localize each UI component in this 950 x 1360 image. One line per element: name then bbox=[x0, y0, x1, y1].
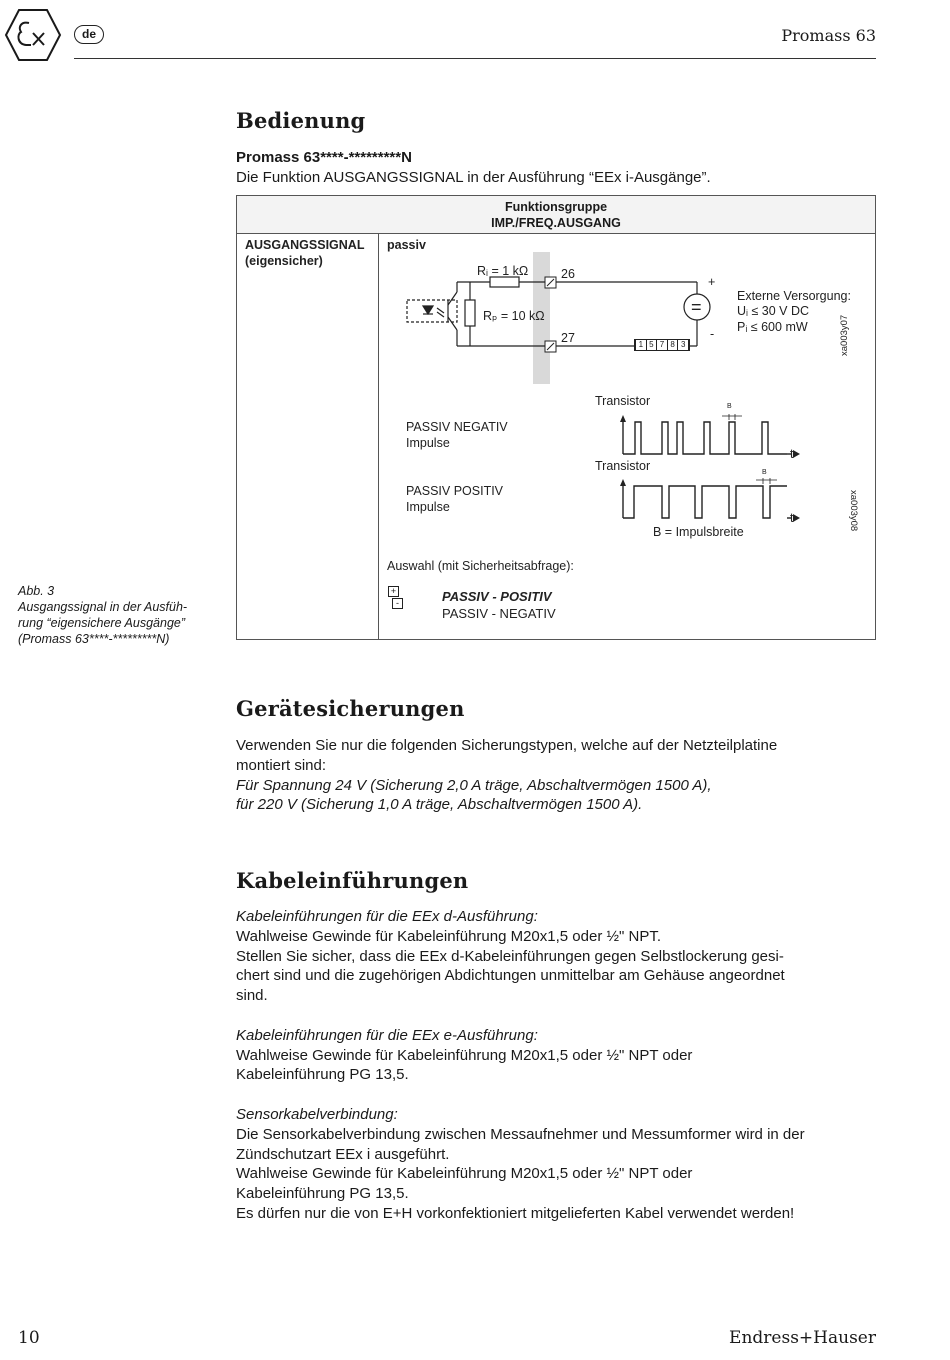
paragraph-line: Zündschutzart EEx i ausgeführt. bbox=[236, 1145, 450, 1163]
figure-caption bbox=[18, 583, 218, 647]
option-passiv-negativ: PASSIV - NEGATIV bbox=[442, 606, 556, 621]
b-width-marker bbox=[722, 414, 777, 484]
kabel-text bbox=[236, 907, 876, 1224]
pulse-diagram bbox=[237, 196, 875, 536]
paragraph-line: Wahlweise Gewinde für Kabeleinführung M20x1,5 oder ½" NPT oder bbox=[236, 1165, 693, 1183]
sicherungen-text bbox=[236, 736, 876, 815]
paragraph-line: für 220 V (Sicherung 1,0 A träge, Abschaltvermögen 1500 A). bbox=[236, 796, 643, 814]
caption-line: (Promass 63****-*********N) bbox=[18, 632, 170, 646]
b-marker-bottom: B bbox=[762, 469, 767, 476]
caption-line: Abb. 3 bbox=[18, 584, 55, 598]
mode-label: passiv bbox=[387, 238, 426, 252]
row-label-eigensicher: (eigensicher) bbox=[245, 254, 323, 268]
group-name: IMP./FREQ.AUSGANG bbox=[491, 216, 621, 230]
paragraph-line: Verwenden Sie nur die folgenden Sicherungstypen, welche auf der Netzteilplatine bbox=[236, 737, 778, 754]
connector-digit: 3 bbox=[678, 340, 688, 350]
minus-label: - bbox=[710, 327, 715, 341]
passiv-positiv-impulse: Impulse bbox=[406, 500, 450, 514]
paragraph-line: Die Sensorkabelverbindung zwischen Messaufnehmer und Messumformer wird in der bbox=[236, 1125, 805, 1143]
connector-digit: 7 bbox=[657, 340, 667, 350]
paragraph-line: Wahlweise Gewinde für Kabeleinführung M20x1,5 oder ½" NPT oder bbox=[236, 1046, 693, 1064]
model-code: Promass 63****-*********N bbox=[236, 149, 412, 166]
row-label-ausgangssignal: AUSGANGSSIGNAL bbox=[245, 238, 365, 252]
subheading: Kabeleinführungen für die EEx e-Ausführung: bbox=[236, 1026, 538, 1044]
paragraph-line: montiert sind: bbox=[236, 756, 327, 774]
paragraph-line: Kabeleinführung PG 13,5. bbox=[236, 1185, 409, 1203]
transistor-label-top: Transistor bbox=[595, 394, 651, 408]
connector-digit: 1 bbox=[636, 340, 646, 350]
paragraph-line: sind. bbox=[236, 987, 268, 1005]
option-passiv-positiv: PASSIV - POSITIV bbox=[442, 589, 552, 604]
document-title: Promass 63 bbox=[781, 26, 876, 45]
paragraph-line: Wahlweise Gewinde für Kabeleinführung M20x1,5 oder ½" NPT. bbox=[236, 927, 661, 945]
pi-spec: Pᵢ ≤ 600 mW bbox=[737, 320, 808, 334]
ex-logo-icon bbox=[4, 8, 62, 62]
passiv-negativ-impulse: Impulse bbox=[406, 436, 450, 450]
impulsbreite-legend: B = Impulsbreite bbox=[653, 525, 744, 539]
paragraph-line: Kabeleinführung PG 13,5. bbox=[236, 1066, 409, 1084]
rp-label: Rₚ = 10 kΩ bbox=[483, 309, 545, 323]
transistor-label-bottom: Transistor bbox=[595, 459, 651, 473]
paragraph-line: Stellen Sie sicher, dass die EEx d-Kabeleinführungen gegen Selbstlockerung gesi- bbox=[236, 947, 784, 965]
section-heading-bedienung: Bedienung bbox=[236, 108, 366, 133]
pulse-ref-code: xa003y08 bbox=[848, 490, 859, 532]
t-axis-label-top: t bbox=[790, 447, 794, 461]
t-axis-label-bottom: t bbox=[790, 511, 794, 525]
intro-text: Die Funktion AUSGANGSSIGNAL in der Ausführung “EEx i-Ausgänge”. bbox=[236, 169, 711, 186]
subheading: Kabeleinführungen für die EEx d-Ausführung: bbox=[236, 908, 538, 925]
b-marker-top: B bbox=[727, 403, 732, 410]
section-heading-kabel: Kabeleinführungen bbox=[236, 868, 469, 893]
plus-key-icon: + bbox=[388, 586, 399, 597]
ri-label: Rᵢ = 1 kΩ bbox=[477, 264, 529, 278]
connector-digit: 8 bbox=[668, 340, 678, 350]
terminal-27-label: 27 bbox=[561, 331, 575, 345]
function-table bbox=[236, 195, 876, 640]
subheading: Sensorkabelverbindung: bbox=[236, 1105, 398, 1123]
language-badge: de bbox=[74, 25, 104, 44]
minus-key-icon: - bbox=[392, 598, 403, 609]
source-symbol: = bbox=[691, 297, 702, 317]
group-label: Funktionsgruppe bbox=[504, 200, 608, 214]
ui-spec: Uᵢ ≤ 30 V DC bbox=[737, 304, 810, 318]
paragraph-line: chert sind und die zugehörigen Abdichtungen unmittelbar am Gehäuse angeordnet bbox=[236, 967, 785, 985]
passiv-negativ-label: PASSIV NEGATIV bbox=[406, 420, 508, 434]
section-heading-sicherungen: Gerätesicherungen bbox=[236, 696, 465, 721]
caption-line: Ausgangssignal in der Ausfüh- bbox=[18, 600, 188, 614]
brand-name: Endress+Hauser bbox=[729, 1328, 876, 1348]
plus-label: + bbox=[708, 275, 716, 289]
paragraph-line: Für Spannung 24 V (Sicherung 2,0 A träge, Abschaltvermögen 1500 A), bbox=[236, 776, 712, 794]
passiv-positiv-label: PASSIV POSITIV bbox=[406, 484, 504, 498]
external-supply-label: Externe Versorgung: bbox=[737, 289, 851, 303]
plus-minus-keys bbox=[388, 586, 403, 609]
connector-digit: 5 bbox=[647, 340, 657, 350]
circuit-ref-code: xa003y07 bbox=[839, 314, 850, 356]
page-number: 10 bbox=[18, 1328, 40, 1348]
header-divider bbox=[74, 58, 876, 59]
terminal-26-label: 26 bbox=[561, 267, 575, 281]
pulse-train-positive bbox=[623, 486, 787, 518]
selection-label: Auswahl (mit Sicherheitsabfrage): bbox=[387, 559, 574, 573]
caption-line: rung “eigensichere Ausgänge” bbox=[18, 616, 186, 630]
pulse-train-negative bbox=[623, 422, 787, 454]
paragraph-line: Es dürfen nur die von E+H vorkonfektioniert mitgelieferten Kabel verwendet werden! bbox=[236, 1204, 795, 1222]
